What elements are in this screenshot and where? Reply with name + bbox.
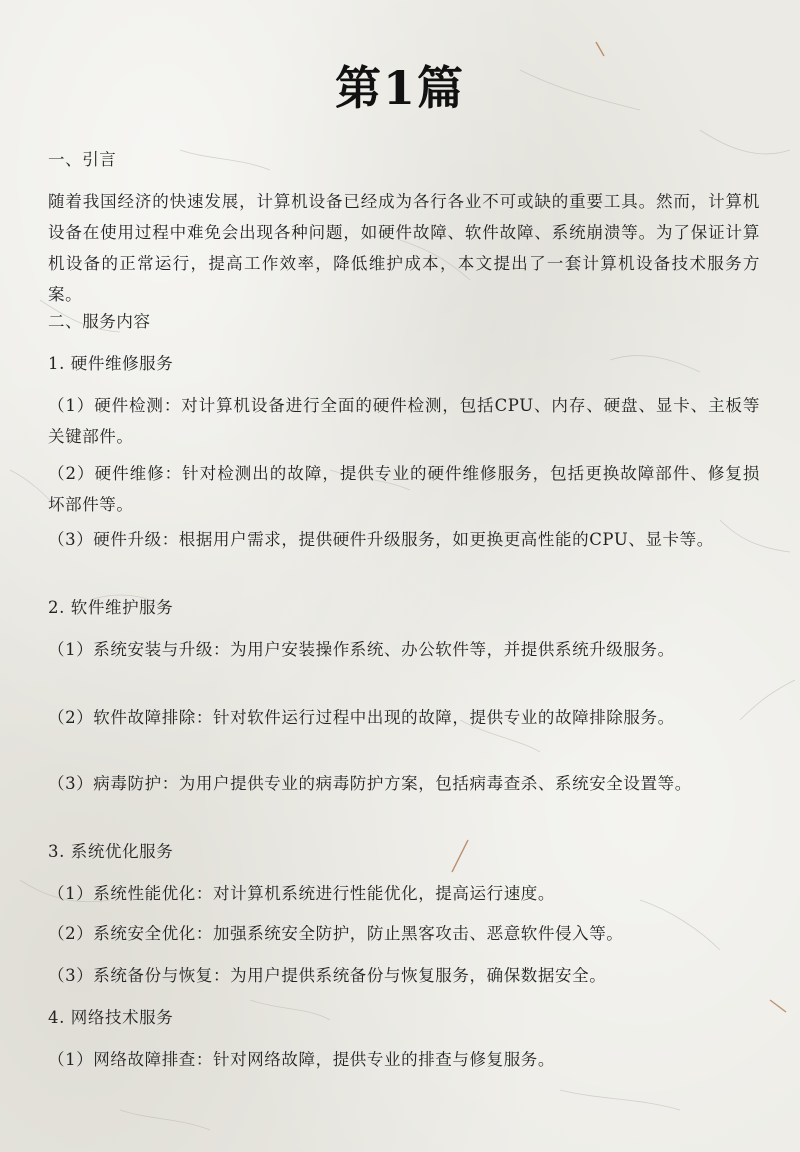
subheading-network: 4. 网络技术服务	[48, 1008, 174, 1027]
section-heading-services: 二、服务内容	[48, 312, 151, 331]
list-item-performance-optimization: （1）系统性能优化：对计算机系统进行性能优化，提高运行速度。	[48, 884, 555, 903]
list-item-hardware-check: （1）硬件检测：对计算机设备进行全面的硬件检测，包括CPU、内存、硬盘、显卡、主板等关键部件。	[48, 396, 760, 446]
subheading-hardware: 1. 硬件维修服务	[48, 354, 174, 373]
section-heading-intro: 一、引言	[48, 150, 117, 169]
list-item-virus-protection: （3）病毒防护：为用户提供专业的病毒防护方案，包括病毒查杀、系统安全设置等。	[48, 774, 692, 793]
list-item-backup-restore: （3）系统备份与恢复：为用户提供系统备份与恢复服务，确保数据安全。	[48, 966, 607, 985]
list-item-hardware-repair: （2）硬件维修：针对检测出的故障，提供专业的硬件维修服务，包括更换故障部件、修复损坏部件等。	[48, 464, 760, 514]
list-item-hardware-upgrade: （3）硬件升级：根据用户需求，提供硬件升级服务，如更换更高性能的CPU、显卡等。	[48, 530, 714, 549]
list-item-network-troubleshoot: （1）网络故障排查：针对网络故障，提供专业的排查与修复服务。	[48, 1050, 555, 1069]
list-item-system-install: （1）系统安装与升级：为用户安装操作系统、办公软件等，并提供系统升级服务。	[48, 640, 675, 659]
list-item-software-troubleshoot: （2）软件故障排除：针对软件运行过程中出现的故障，提供专业的故障排除服务。	[48, 708, 675, 727]
subheading-system-optimization: 3. 系统优化服务	[48, 842, 174, 861]
list-item-security-optimization: （2）系统安全优化：加强系统安全防护，防止黑客攻击、恶意软件侵入等。	[48, 924, 624, 943]
page-title: 第1篇	[334, 61, 465, 115]
intro-paragraph: 随着我国经济的快速发展，计算机设备已经成为各行各业不可或缺的重要工具。然而，计算机设备在使用过程中难免会出现各种问题，如硬件故障、软件故障、系统崩溃等。为了保证计算机设备的正常运行，提高工作效率，降低维护成本，本文提出了一套计算机设备技术服务方案。	[48, 192, 760, 304]
subheading-software: 2. 软件维护服务	[48, 598, 174, 617]
